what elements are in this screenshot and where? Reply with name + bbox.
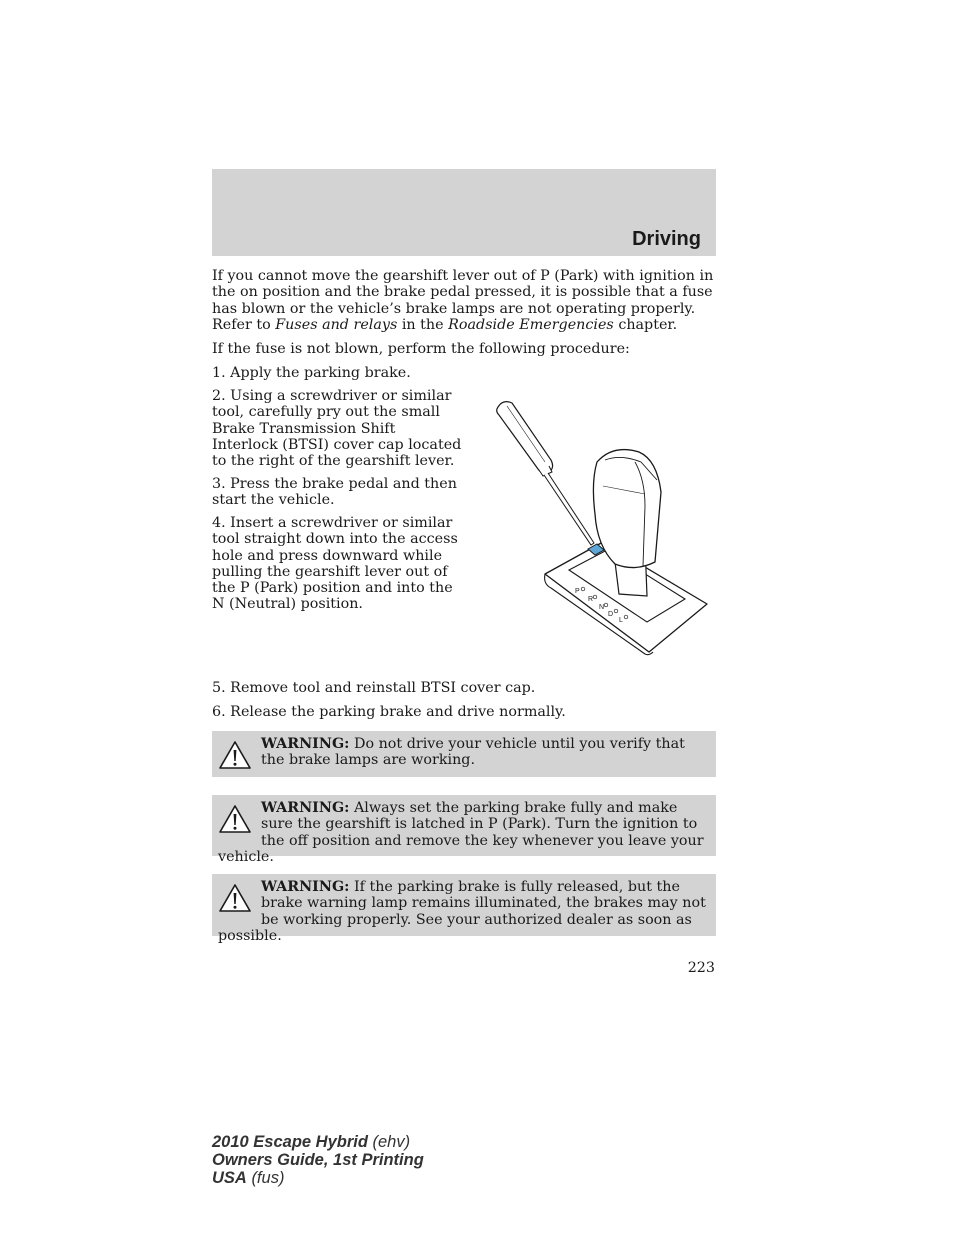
section-title: Driving <box>632 228 701 250</box>
step-6: 6. Release the parking brake and drive normally. <box>212 704 566 720</box>
page-number: 223 <box>687 960 715 976</box>
warning-box-2 <box>212 795 716 865</box>
warning-label: WARNING: <box>261 736 350 752</box>
screwdriver-handle <box>497 402 553 473</box>
warning-box-1 <box>212 731 716 777</box>
footer-edition: Owners Guide, 1st Printing <box>212 1151 424 1169</box>
intro-paragraph <box>212 268 716 333</box>
footer-market-code: (fus) <box>251 1169 285 1187</box>
fuses-relays-reference: Fuses and relays <box>275 316 398 333</box>
warning-triangle-icon <box>218 883 252 913</box>
intro-end-text: chapter. <box>618 316 678 333</box>
warning-box-3 <box>212 874 716 944</box>
warning-triangle-icon <box>218 804 252 834</box>
procedure-intro: If the fuse is not blown, perform the following procedure: <box>212 341 630 357</box>
gear-letter-n: N <box>599 604 605 611</box>
intro-mid-text: in the <box>401 316 444 333</box>
gear-letter-d: D <box>608 611 614 618</box>
gear-letter-r: R <box>588 596 594 603</box>
gear-letter-p: P <box>575 588 580 595</box>
section-header-band <box>212 169 716 256</box>
footer-model: 2010 Escape Hybrid <box>212 1133 368 1151</box>
step-2: 2. Using a screwdriver or similar tool, carefully pry out the small Brake Transmission Shift Interlock (BTSI) cover cap located to the right of the gearshift lever. <box>212 388 462 470</box>
warning-triangle-icon <box>218 740 252 770</box>
intro-text: If you cannot move the gearshift lever out of P (Park) with ignition in the on position and the brake pedal pressed, it is possible that a fuse has blown or the vehicle’s brake lamps are not operating properly. Refer to <box>212 268 714 333</box>
warning-text: If the parking brake is fully released, but the brake warning lamp remains illuminated, the brakes may not be working properly. See your authorized dealer as soon as possible. <box>218 879 706 944</box>
publication-footer <box>212 1133 424 1187</box>
step-3: 3. Press the brake pedal and then start the vehicle. <box>212 476 457 509</box>
step-5: 5. Remove tool and reinstall BTSI cover cap. <box>212 680 536 696</box>
footer-market: USA <box>212 1169 247 1187</box>
roadside-emergencies-reference: Roadside Emergencies <box>448 316 614 333</box>
step-4: 4. Insert a screwdriver or similar tool straight down into the access hole and press downward while pulling the gearshift lever out of the P (Park) position and into the N (Neutral) position. <box>212 515 458 613</box>
footer-line-1 <box>212 1133 424 1151</box>
footer-model-code: (ehv) <box>372 1133 411 1151</box>
screwdriver-shaft <box>544 473 594 545</box>
footer-line-2 <box>212 1151 424 1169</box>
footer-line-3 <box>212 1169 424 1187</box>
gear-letter-l: L <box>619 617 623 624</box>
warning-text: Always set the parking brake fully and make sure the gearshift is latched in P (Park). Turn the ignition to the off position and remove the key whenever you leave your vehicle. <box>218 800 704 865</box>
warning-text: Do not drive your vehicle until you verify that the brake lamps are working. <box>261 736 685 769</box>
warning-label: WARNING: <box>261 800 350 816</box>
step-1: 1. Apply the parking brake. <box>212 365 411 381</box>
warning-label: WARNING: <box>261 879 350 895</box>
gearshift-btsi-illustration <box>485 396 715 658</box>
